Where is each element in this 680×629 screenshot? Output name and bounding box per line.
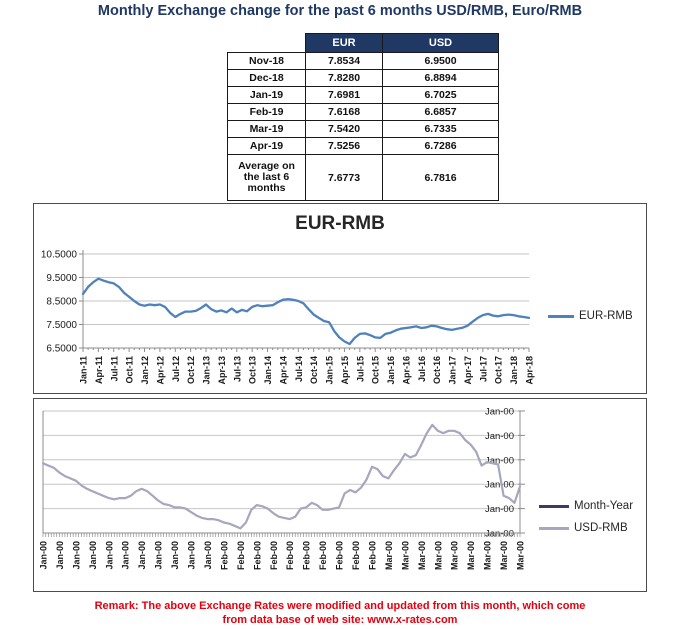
x-axis-tick-label: Jan-17 [447,356,458,385]
eur-rmb-legend-line [548,315,574,318]
month-year-legend-entry [539,500,633,512]
eur-value: 7.5256 [306,138,383,155]
x-axis-tick-label: Jan-00 [153,541,164,570]
x-axis-tick-label: Apr-11 [93,356,104,385]
table-row [228,121,499,138]
x-axis-tick-label: Oct-15 [370,356,381,385]
usd-value: 6.7025 [383,87,499,104]
eur-rmb-line [83,279,529,344]
usd-rmb-line [43,425,520,529]
secondary-y-axis-tick-label: Jan-00 [484,479,514,491]
x-axis-tick-label: Jan-00 [186,541,197,570]
x-axis-tick-label: Jul-16 [416,356,427,383]
row-label: Apr-19 [228,138,306,155]
x-axis-tick-label: Jul-17 [478,356,489,383]
secondary-y-axis-tick-label: Jan-00 [484,455,514,467]
x-axis-tick-label: Jan-00 [137,541,148,570]
x-axis-tick-label: Jan-13 [201,356,212,385]
x-axis-tick-label: Apr-16 [401,356,412,385]
x-axis-tick-label: Jul-14 [293,356,304,383]
x-axis-tick-label: Feb-00 [301,541,312,571]
eur-value: 7.6773 [306,155,383,201]
x-axis-tick-label: Feb-00 [318,541,329,571]
x-axis-tick-label: Jan-00 [71,541,82,570]
table-header-row [228,34,499,53]
exchange-rate-table [227,33,499,201]
x-axis-tick-label: Oct-17 [493,356,504,385]
x-axis-tick-label: Jul-12 [170,356,181,383]
usd-rmb-legend-line [539,527,569,530]
x-axis-tick-label: Mar-00 [482,541,493,571]
secondary-y-axis-tick-label: Jan-00 [484,430,514,442]
x-axis-tick-label: Feb-00 [268,541,279,571]
remark-note [0,600,680,627]
secondary-y-axis-tick-label: Jan-00 [484,504,514,516]
eur-rmb-legend [548,310,633,322]
y-axis-tick-label: 10.5000 [40,249,77,261]
table-row [228,104,499,121]
secondary-y-axis-tick-label: Jan-00 [484,528,514,540]
x-axis-tick-label: Jan-00 [54,541,65,570]
row-label: Nov-18 [228,53,306,70]
usd-rmb-chart [33,398,647,592]
x-axis-tick-label: Apr-14 [278,356,289,385]
row-label: Average on the last 6 months [228,155,306,201]
column-header-usd: USD [383,34,499,53]
row-label: Dec-18 [228,70,306,87]
x-axis-tick-label: Feb-00 [367,541,378,571]
table-corner-empty-cell [228,34,306,53]
table-row [228,138,499,155]
x-axis-tick-label: Feb-00 [351,541,362,571]
table-row [228,87,499,104]
x-axis-tick-label: Apr-17 [462,356,473,385]
x-axis-tick-label: Jul-15 [355,356,366,383]
x-axis-tick-label: Oct-13 [247,356,258,385]
x-axis-tick-label: Mar-00 [449,541,460,571]
eur-value: 7.5420 [306,121,383,138]
remark-line-2: from data base of web site: www.x-rates.com [222,613,458,626]
column-header-eur: EUR [306,34,383,53]
x-axis-tick-label: Jan-00 [104,541,115,570]
x-axis-tick-label: Feb-00 [252,541,263,571]
page-title: Monthly Exchange change for the past 6 months USD/RMB, Euro/RMB [97,3,583,19]
eur-value: 7.6981 [306,87,383,104]
x-axis-tick-label: Jan-00 [87,541,98,570]
legend-label: Month-Year [574,500,634,512]
x-axis-tick-label: Jan-00 [202,541,213,570]
x-axis-tick-label: Feb-00 [235,541,246,571]
x-axis-tick-label: Jan-00 [170,541,181,570]
x-axis-tick-label: Jan-12 [140,356,151,385]
y-axis-tick-label: 7.5000 [46,320,77,331]
table-row-average [228,155,499,201]
x-axis-tick-label: Mar-00 [515,541,526,571]
x-axis-tick-label: Jan-15 [324,356,335,385]
x-axis-tick-label: Jan-18 [509,356,520,385]
eur-value: 7.8534 [306,53,383,70]
usd-value: 6.7335 [383,121,499,138]
x-axis-tick-label: Jan-00 [38,541,49,570]
x-axis-tick-label: Apr-12 [155,356,166,385]
row-label: Mar-19 [228,121,306,138]
remark-line-1: Remark: The above Exchange Rates were modified and updated from this month, which come [94,600,586,612]
x-axis-tick-label: Jan-11 [78,356,89,385]
eur-value: 7.8280 [306,70,383,87]
usd-value: 6.9500 [383,53,499,70]
x-axis-tick-label: Jan-16 [386,356,397,385]
x-axis-tick-label: Feb-00 [219,541,230,571]
y-axis-tick-label: 6.5000 [46,343,77,355]
x-axis-tick-label: Mar-00 [400,541,411,571]
usd-value: 6.7816 [383,155,499,201]
x-axis-tick-label: Apr-13 [216,356,227,385]
x-axis-tick-label: Oct-12 [186,356,197,385]
eur-value: 7.6168 [306,104,383,121]
x-axis-tick-label: Mar-00 [416,541,427,571]
chart-title: EUR-RMB [295,213,385,234]
secondary-y-axis-tick-label: Jan-00 [484,406,514,418]
x-axis-tick-label: Apr-15 [339,356,350,385]
x-axis-tick-label: Oct-14 [309,356,320,385]
x-axis-tick-label: Feb-00 [334,541,345,571]
usd-value: 6.7286 [383,138,499,155]
row-label: Jan-19 [228,87,306,104]
y-axis-tick-label: 8.5000 [46,296,77,308]
x-axis-tick-label: Mar-00 [383,541,394,571]
usd-value: 6.6857 [383,104,499,121]
usd-rmb-legend-entry [539,522,628,534]
x-axis-tick-label: Feb-00 [285,541,296,571]
x-axis-tick-label: Mar-00 [499,541,510,571]
table-row [228,53,499,70]
x-axis-tick-label: Mar-00 [433,541,444,571]
month-year-legend-line [539,505,569,508]
x-axis-tick-label: Apr-18 [524,356,535,385]
x-axis-tick-label: Mar-00 [466,541,477,571]
usd-value: 6.8894 [383,70,499,87]
table-row [228,70,499,87]
usd-rmb-chart-plot [34,399,646,591]
x-axis-tick-label: Jan-00 [120,541,131,570]
x-axis-tick-label: Jul-13 [232,356,243,383]
x-axis-tick-label: Oct-11 [124,356,135,384]
row-label: Feb-19 [228,104,306,121]
x-axis-tick-label: Jul-11 [109,356,120,382]
x-axis-tick-label: Jan-14 [263,356,274,385]
legend-label: USD-RMB [574,522,628,534]
eur-rmb-chart [33,203,647,394]
x-axis-tick-label: Oct-16 [432,356,443,385]
y-axis-tick-label: 9.5000 [46,273,77,284]
legend-label: EUR-RMB [579,310,633,322]
